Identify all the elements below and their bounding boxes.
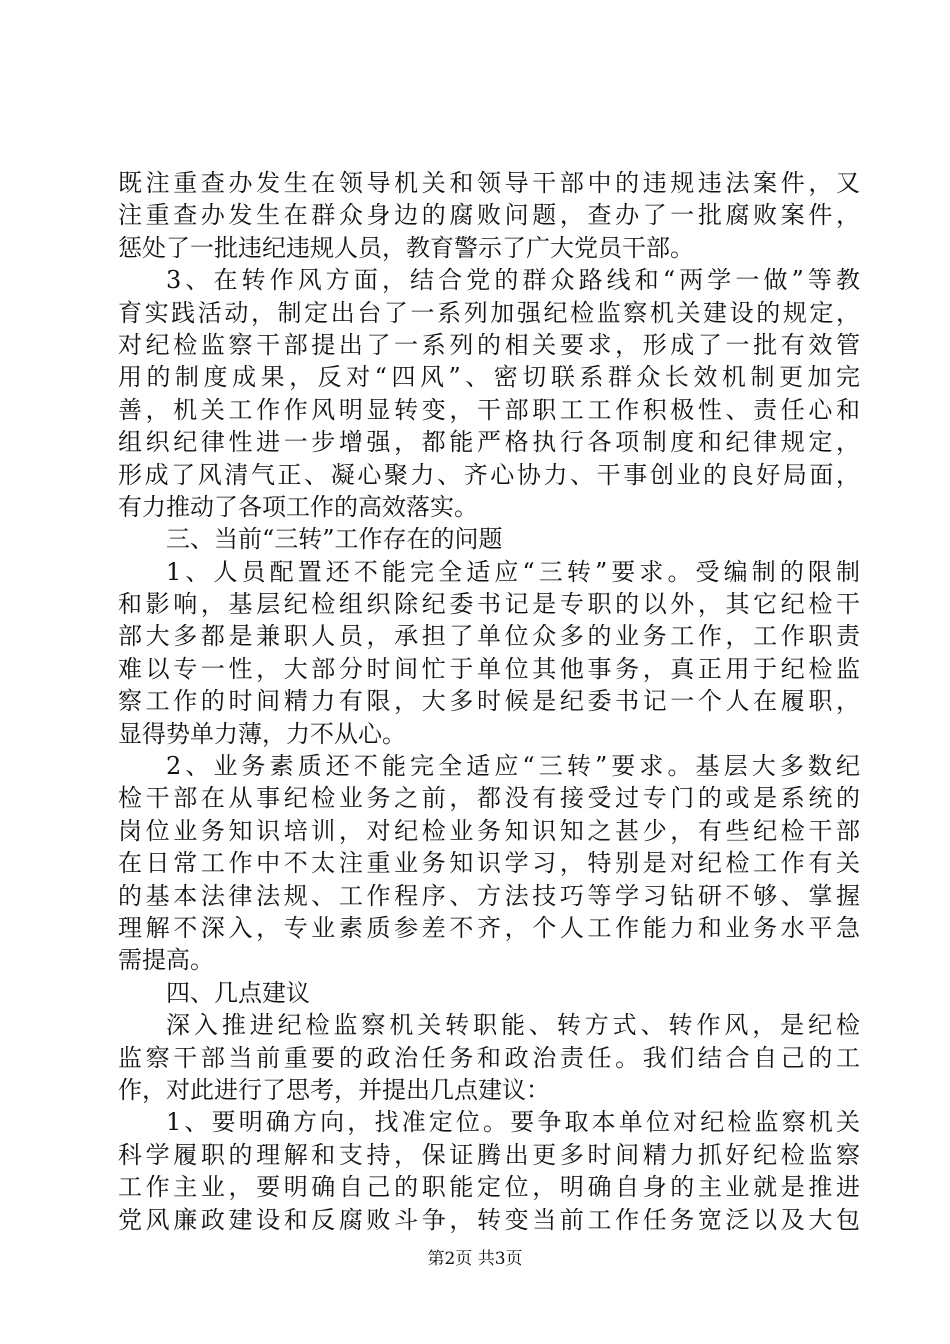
text-line: 监察干部当前重要的政治任务和政治责任。我们结合自己的工: [118, 1043, 860, 1072]
text-line: 对纪检监察干部提出了一系列的相关要求，形成了一批有效管: [118, 330, 860, 359]
text-line: 科学履职的理解和支持，保证腾出更多时间精力抓好纪检监察: [118, 1140, 860, 1169]
text-line: 惩处了一批违纪违规人员，教育警示了广大党员干部。: [118, 233, 694, 262]
text-line: 深入推进纪检监察机关转职能、转方式、转作风，是纪检: [166, 1011, 860, 1040]
text-line: 需提高。: [118, 946, 214, 975]
text-line: 的基本法律法规、工作程序、方法技巧等学习钻研不够、掌握: [118, 881, 860, 910]
text-line: 用的制度成果，反对“四风”、密切联系群众长效机制更加完: [118, 363, 860, 392]
text-line: 岗位业务知识培训，对纪检业务知识知之甚少，有些纪检干部: [118, 816, 860, 845]
text-line: 形成了风清气正、凝心聚力、齐心协力、干事创业的良好局面，: [118, 460, 860, 489]
text-line: 2、业务素质还不能完全适应“三转”要求。基层大多数纪: [166, 752, 860, 781]
text-line: 3、在转作风方面，结合党的群众路线和“两学一做”等教: [166, 266, 860, 295]
text-line: 作，对此进行了思考，并提出几点建议：: [118, 1075, 550, 1104]
text-line: 理解不深入，专业素质参差不齐，个人工作能力和业务水平急: [118, 913, 860, 942]
document-body: [118, 167, 860, 1236]
section-heading: 三、当前“三转”工作存在的问题: [166, 525, 503, 554]
text-line: 部大多都是兼职人员，承担了单位众多的业务工作，工作职责: [118, 622, 860, 651]
text-line: 注重查办发生在群众身边的腐败问题，查办了一批腐败案件，: [118, 201, 860, 230]
text-line: 难以专一性，大部分时间忙于单位其他事务，真正用于纪检监: [118, 654, 860, 683]
text-line: 工作主业，要明确自己的职能定位，明确自身的主业就是推进: [118, 1173, 860, 1202]
text-line: 1、人员配置还不能完全适应“三转”要求。受编制的限制: [166, 557, 860, 586]
page-number-footer: 第2页 共3页: [427, 1249, 523, 1269]
text-line: 在日常工作中不太注重业务知识学习，特别是对纪检工作有关: [118, 849, 860, 878]
text-line: 察工作的时间精力有限，大多时候是纪委书记一个人在履职，: [118, 687, 860, 716]
text-line: 善，机关工作作风明显转变，干部职工工作积极性、责任心和: [118, 395, 860, 424]
text-line: 和影响，基层纪检组织除纪委书记是专职的以外，其它纪检干: [118, 590, 860, 619]
text-line: 检干部在从事纪检业务之前，都没有接受过专门的或是系统的: [118, 784, 860, 813]
text-line: 既注重查办发生在领导机关和领导干部中的违规违法案件，又: [118, 169, 860, 197]
text-line: 有力推动了各项工作的高效落实。: [118, 492, 478, 521]
text-line: 育实践活动，制定出台了一系列加强纪检监察机关建设的规定，: [118, 298, 860, 327]
section-heading: 四、几点建议: [166, 978, 310, 1007]
text-line: 显得势单力薄，力不从心。: [118, 719, 406, 748]
text-line: 党风廉政建设和反腐败斗争，转变当前工作任务宽泛以及大包: [118, 1205, 860, 1234]
text-line: 1、要明确方向，找准定位。要争取本单位对纪检监察机关: [166, 1108, 860, 1137]
text-line: 组织纪律性进一步增强，都能严格执行各项制度和纪律规定，: [118, 428, 860, 457]
